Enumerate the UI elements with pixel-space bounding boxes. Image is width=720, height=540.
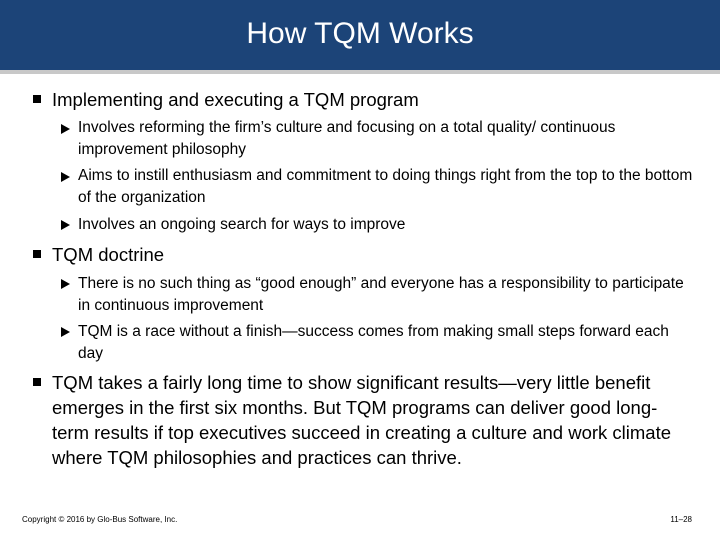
triangle-bullet-icon	[61, 220, 70, 230]
bullet-level2-text: There is no such thing as “good enough” and everyone has a responsibility to participate in continuous improvement	[78, 275, 684, 314]
triangle-bullet-icon	[61, 124, 70, 134]
bullet-level1-text: TQM doctrine	[52, 244, 165, 265]
square-bullet-icon	[33, 378, 41, 386]
triangle-bullet-icon	[61, 172, 70, 182]
footer-copyright: Copyright © 2016 by Glo-Bus Software, Inc.	[22, 515, 178, 524]
bullet-level2-text: Aims to instill enthusiasm and commitment to doing things right from the top to the bottom of the organization	[78, 167, 693, 206]
footer-page-number: 11–28	[670, 515, 692, 524]
square-bullet-icon	[33, 250, 41, 258]
title-divider	[0, 70, 720, 74]
bullet-level1-text: Implementing and executing a TQM program	[52, 89, 419, 110]
bullet-level2-text: TQM is a race without a finish—success comes from making small steps forward each day	[78, 323, 669, 362]
slide-title: How TQM Works	[246, 17, 474, 50]
bullet-level1-text: TQM takes a fairly long time to show significant results—very little benefit emerges in the first six months. But TQM programs can deliver good long-term results if top executives succeed in creating a culture and work climate where TQM philosophies and practices can thrive.	[52, 372, 672, 468]
square-bullet-icon	[33, 95, 41, 103]
triangle-bullet-icon	[61, 327, 70, 337]
bullet-level2-text: Involves reforming the firm’s culture and focusing on a total quality/ continuous improvement philosophy	[78, 119, 616, 158]
triangle-bullet-icon	[61, 279, 70, 289]
bullet-level2-text: Involves an ongoing search for ways to improve	[78, 216, 406, 233]
